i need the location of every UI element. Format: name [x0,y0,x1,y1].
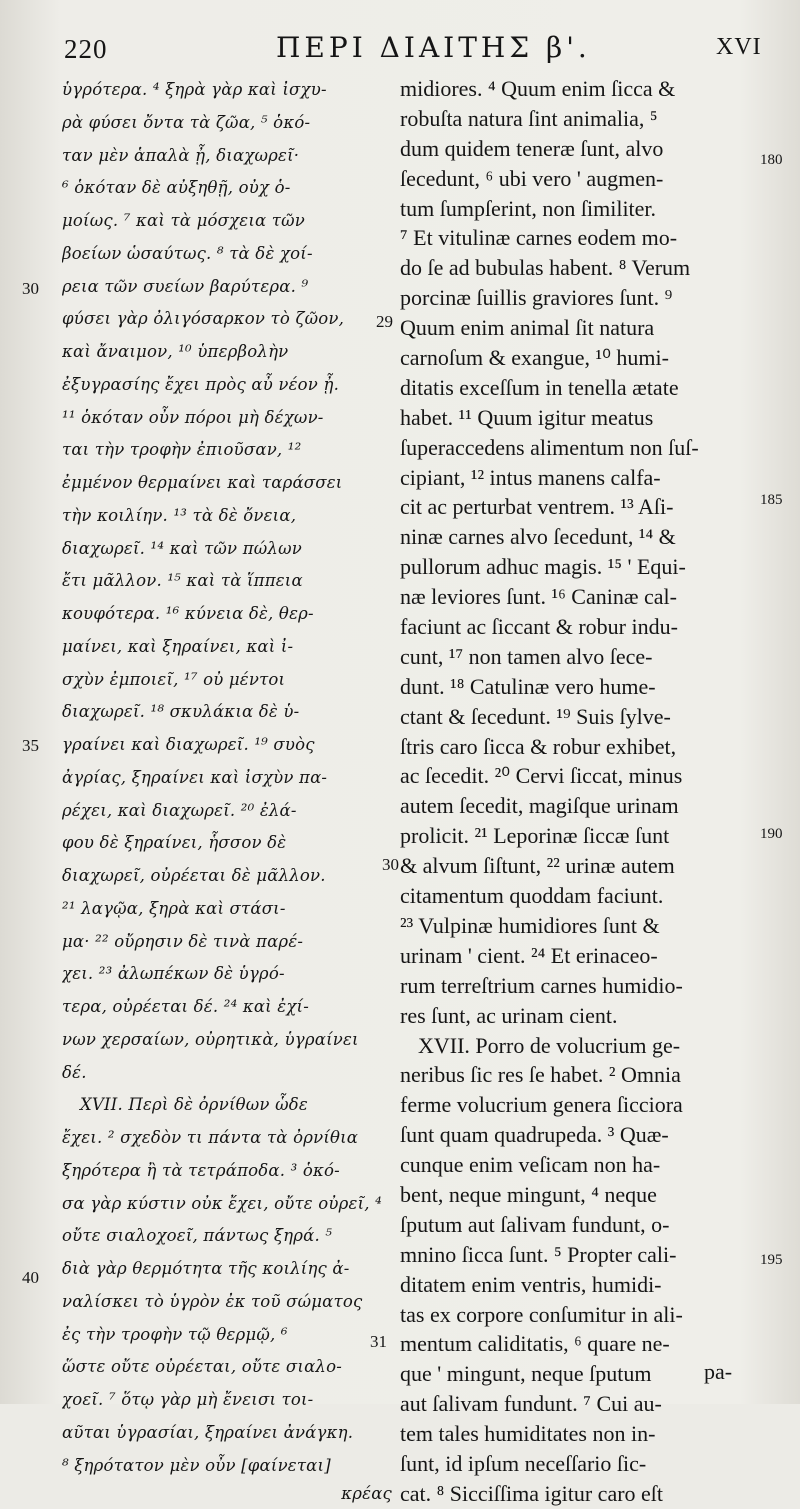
greek-text-line: τερα, οὐρέεται δέ. ²⁴ καὶ ἐχί- [62,997,309,1016]
latin-text-line: porcinæ ſuillis graviores ſunt. ⁹ [400,285,673,311]
greek-text-column [62,74,392,1506]
greek-text-line: φύσει γὰρ ὀλιγόσαρκον τὸ ζῶον, [62,309,345,329]
greek-text-line: XVII. Περὶ δὲ ὀρνίθων ὧδε [80,1095,308,1115]
greek-text-line: αῦται ὑγρασίαι, ξηραίνει ἀνάγκη. [62,1422,354,1442]
latin-text-line: cipiant, ¹² intus manens calfa- [400,464,661,490]
greek-text-line: σα γὰρ κύστιν οὐκ ἔχει, οὔτε οὐρεῖ, ⁴ [62,1193,382,1213]
greek-text-line: ἔχει. ² σχεδὸν τι πάντα τὰ ὀρνίθια [62,1128,359,1147]
greek-text-line: ται τὴν τροφὴν ἐπιοῦσαν, ¹² [62,440,302,460]
greek-text-line: ¹¹ ὁκόταν οὖν πόροι μὴ δέχων- [62,407,324,427]
margin-line-number: 40 [22,1268,39,1287]
latin-text-line: do ſe ad bubulas habent. ⁸ Verum [400,255,691,281]
greek-tail-word: κρέας [341,1484,392,1504]
greek-text-line: ⁶ ὁκόταν δὲ αὐξηθῇ, οὐχ ὁ- [62,178,291,198]
latin-text-line: ferme volucrium genera ſicciora [400,1092,683,1118]
greek-text-line: ὑγρότερα. ⁴ ξηρὰ γὰρ καὶ ἰσχυ- [62,80,327,99]
latin-text-line: ſputum aut ſalivam fundunt, o- [400,1211,670,1237]
latin-text-line: tas ex corpore conſumitur in ali- [400,1301,683,1327]
latin-text-line: aut ſalivam fundunt. ⁷ Cui au- [400,1391,662,1417]
catchword: pa- [704,1359,733,1384]
greek-text-line: διαχωρεῖ. ¹⁴ καὶ τῶν πώλων [62,538,302,558]
greek-text-line: οὔτε σιαλοχοεῖ, πάντως ξηρά. ⁵ [62,1226,333,1246]
greek-text-line: διαχωρεῖ. ¹⁸ σκυλάκια δὲ ὑ- [62,702,300,722]
greek-text-line: μαίνει, καὶ ξηραίνει, καὶ ἰ- [62,636,294,656]
greek-text-line: βοείων ὡσαύτως. ⁸ τὰ δὲ χοί- [62,243,313,263]
greek-text-line: κουφότερα. ¹⁶ κύνεια δὲ, θερ- [62,604,314,623]
running-header [0,28,800,68]
greek-text-line: ναλίσκει τὸ ὑγρὸν ἐκ τοῦ σώματος [62,1291,363,1311]
greek-text-line: ἀγρίας, ξηραίνει καὶ ἰσχὺν πα- [62,767,328,787]
greek-text-line: ρὰ φύσει ὄντα τὰ ζῶα, ⁵ ὁκό- [62,112,311,132]
margin-line-number: 30 [22,279,39,298]
margin-line-number: 180 [760,152,783,168]
latin-text-line: ſunt quam quadrupeda. ³ Quæ- [400,1122,669,1148]
greek-text-line: ταν μὲν ἁπαλὰ ᾖ, διαχωρεῖ· [62,145,300,165]
latin-text-line: ninæ carnes alvo ſecedunt, ¹⁴ & [400,524,676,550]
latin-text-line: autem ſecedit, magiſque urinam [400,793,679,819]
page-number: 220 [64,34,108,64]
section-number: XVI [716,34,762,60]
latin-text-line: ac ſecedit. ²⁰ Cervi ſiccat, minus [400,763,683,789]
latin-text-line: Quum enim animal ſit natura [400,315,655,341]
latin-text-line: ditatis exceſſum in tenella ætate [400,374,679,400]
greek-text-line: δέ. [62,1062,87,1082]
latin-text-line: ſuperaccedens alimentum non ſuſ- [400,434,699,460]
greek-text-line: ρεια τῶν συείων βαρύτερα. ⁹ [62,276,309,296]
greek-text-line: ρέχει, καὶ διαχωρεῖ. ²⁰ ἐλά- [62,800,297,820]
greek-text-line: ἐμμένον θερμαίνει καὶ ταράσσει [62,473,343,492]
latin-text-line: ſunt, id ipſum neceſſario ſic- [400,1450,647,1476]
latin-text-line: mnino ſicca ſunt. ⁵ Propter cali- [400,1241,677,1267]
greek-text-line: ⁸ ξηρότατον μὲν οὖν [φαίνεται] [62,1455,331,1475]
latin-text-line: urinam ' cient. ²⁴ Et erinaceo- [400,942,658,968]
latin-text-line: cunque enim veſicam non ha- [400,1152,661,1178]
latin-text-line: faciunt ac ſiccant & robur indu- [400,614,678,640]
margin-line-number: 190 [760,826,783,842]
latin-text-line: tum ſumpſerint, non ſimiliter. [400,195,657,221]
greek-text-line: διὰ γὰρ θερμότητα τῆς κοιλίης ἀ- [62,1259,350,1278]
greek-text-line: ἐς τὴν τροφὴν τῷ θερμῷ, ⁶ [62,1324,288,1344]
latin-text-line: habet. ¹¹ Quum igitur meatus [400,404,654,430]
latin-text-line: ²³ Vulpinæ humidiores ſunt & [400,912,660,938]
greek-text-line: σχὺν ἐμποιεῖ, ¹⁷ οὐ μέντοι [62,669,286,689]
latin-text-line: midiores. ⁴ Quum enim ſicca & [400,76,676,101]
latin-text-line: ſtris caro ſicca & robur exhibet, [400,733,677,759]
latin-text-line: robuſta natura ſint animalia, ⁵ [400,105,658,131]
latin-text-line: pullorum adhuc magis. ¹⁵ ' Equi- [400,554,686,580]
latin-text-line: que ' mingunt, neque ſputum [400,1361,652,1387]
greek-text-line: χει. ²³ ἀλωπέκων δὲ ὑγρό- [62,964,285,984]
greek-text-line: φου δὲ ξηραίνει, ἧσσον δὲ [62,833,287,853]
running-title: ΠΕΡΙ ΔΙΑΙΤΗΣ β'. [276,31,591,64]
latin-text-line: ⁷ Et vitulinæ carnes eodem mo- [400,225,678,251]
latin-text-line: citamentum quoddam faciunt. [400,883,664,909]
latin-text-line: ſecedunt, ⁶ ubi vero ' augmen- [400,165,664,191]
greek-text-line: γραίνει καὶ διαχωρεῖ. ¹⁹ συὸς [62,735,315,754]
greek-text-line: διαχωρεῖ, οὐρέεται δὲ μᾶλλον. [62,866,326,885]
greek-text-line: μοίως. ⁷ καὶ τὰ μόσχεια τῶν [62,211,306,230]
latin-text-line: res ſunt, ac urinam cient. [400,1002,618,1028]
latin-text-line: cunt, ¹⁷ non tamen alvo ſece- [400,643,653,669]
latin-text-line: ctant & ſecedunt. ¹⁹ Suis ſylve- [400,703,671,729]
latin-text-line: ditatem enim ventris, humidi- [400,1271,662,1297]
margin-line-number: 29 [376,312,393,331]
latin-text-line: XVII. Porro de volucrium ge- [418,1032,681,1058]
latin-text-line: dum quidem teneræ ſunt, alvo [400,135,664,161]
margin-line-number: 30 [382,855,399,874]
latin-text-line: carnoſum & exangue, ¹⁰ humi- [400,345,669,371]
greek-text-line: τὴν κοιλίην. ¹³ τὰ δὲ ὄνεια, [62,505,297,525]
latin-text-line: rum terreſtrium carnes humidio- [400,972,683,998]
latin-text-column [400,74,768,1509]
latin-text-line: dunt. ¹⁸ Catulinæ vero hume- [400,673,656,699]
latin-text-line: cat. ⁸ Sicciſſima igitur caro eſt [400,1480,664,1506]
margin-line-number: 31 [370,1332,387,1351]
latin-text-line: tem tales humiditates non in- [400,1421,656,1447]
greek-text-line: νων χερσαίων, οὐρητικὰ, ὑγραίνει [62,1029,359,1049]
greek-text-line: ἐξυγρασίης ἔχει πρὸς αὖ νέον ᾖ. [62,374,340,394]
latin-text-line: bent, neque mingunt, ⁴ neque [400,1181,657,1207]
latin-text-line: & alvum ſiſtunt, ²² urinæ autem [400,853,675,879]
latin-text-line: prolicit. ²¹ Leporinæ ſiccæ ſunt [400,823,670,849]
latin-text-line: mentum caliditatis, ⁶ quare ne- [400,1331,670,1357]
greek-text-line: μα· ²² οὔρησιν δὲ τινὰ παρέ- [62,931,304,951]
greek-text-line: ²¹ λαγῷα, ξηρὰ καὶ στάσι- [62,898,286,918]
latin-text-line: neribus ſic res ſe habet. ² Omnia [400,1062,681,1088]
margin-line-number: 35 [22,736,39,755]
greek-text-line: καὶ ἄναιμον, ¹⁰ ὑπερβολὴν [62,342,289,361]
greek-text-line: ὥστε οὔτε οὐρέεται, οὔτε σιαλο- [62,1357,342,1377]
greek-text-line: ξηρότερα ἢ τὰ τετράποδα. ³ ὁκό- [62,1160,340,1180]
greek-text-line: χοεῖ. ⁷ ὅτῳ γὰρ μὴ ἔνεισι τοι- [62,1390,314,1409]
margin-line-number: 195 [760,1252,783,1268]
latin-text-line: næ leviores ſunt. ¹⁶ Caninæ cal- [400,584,677,610]
latin-text-line: cit ac perturbat ventrem. ¹³ Aſi- [400,494,674,520]
greek-text-line: ἔτι μᾶλλον. ¹⁵ καὶ τὰ ἵππεια [62,571,303,591]
margin-line-number: 185 [760,492,783,508]
